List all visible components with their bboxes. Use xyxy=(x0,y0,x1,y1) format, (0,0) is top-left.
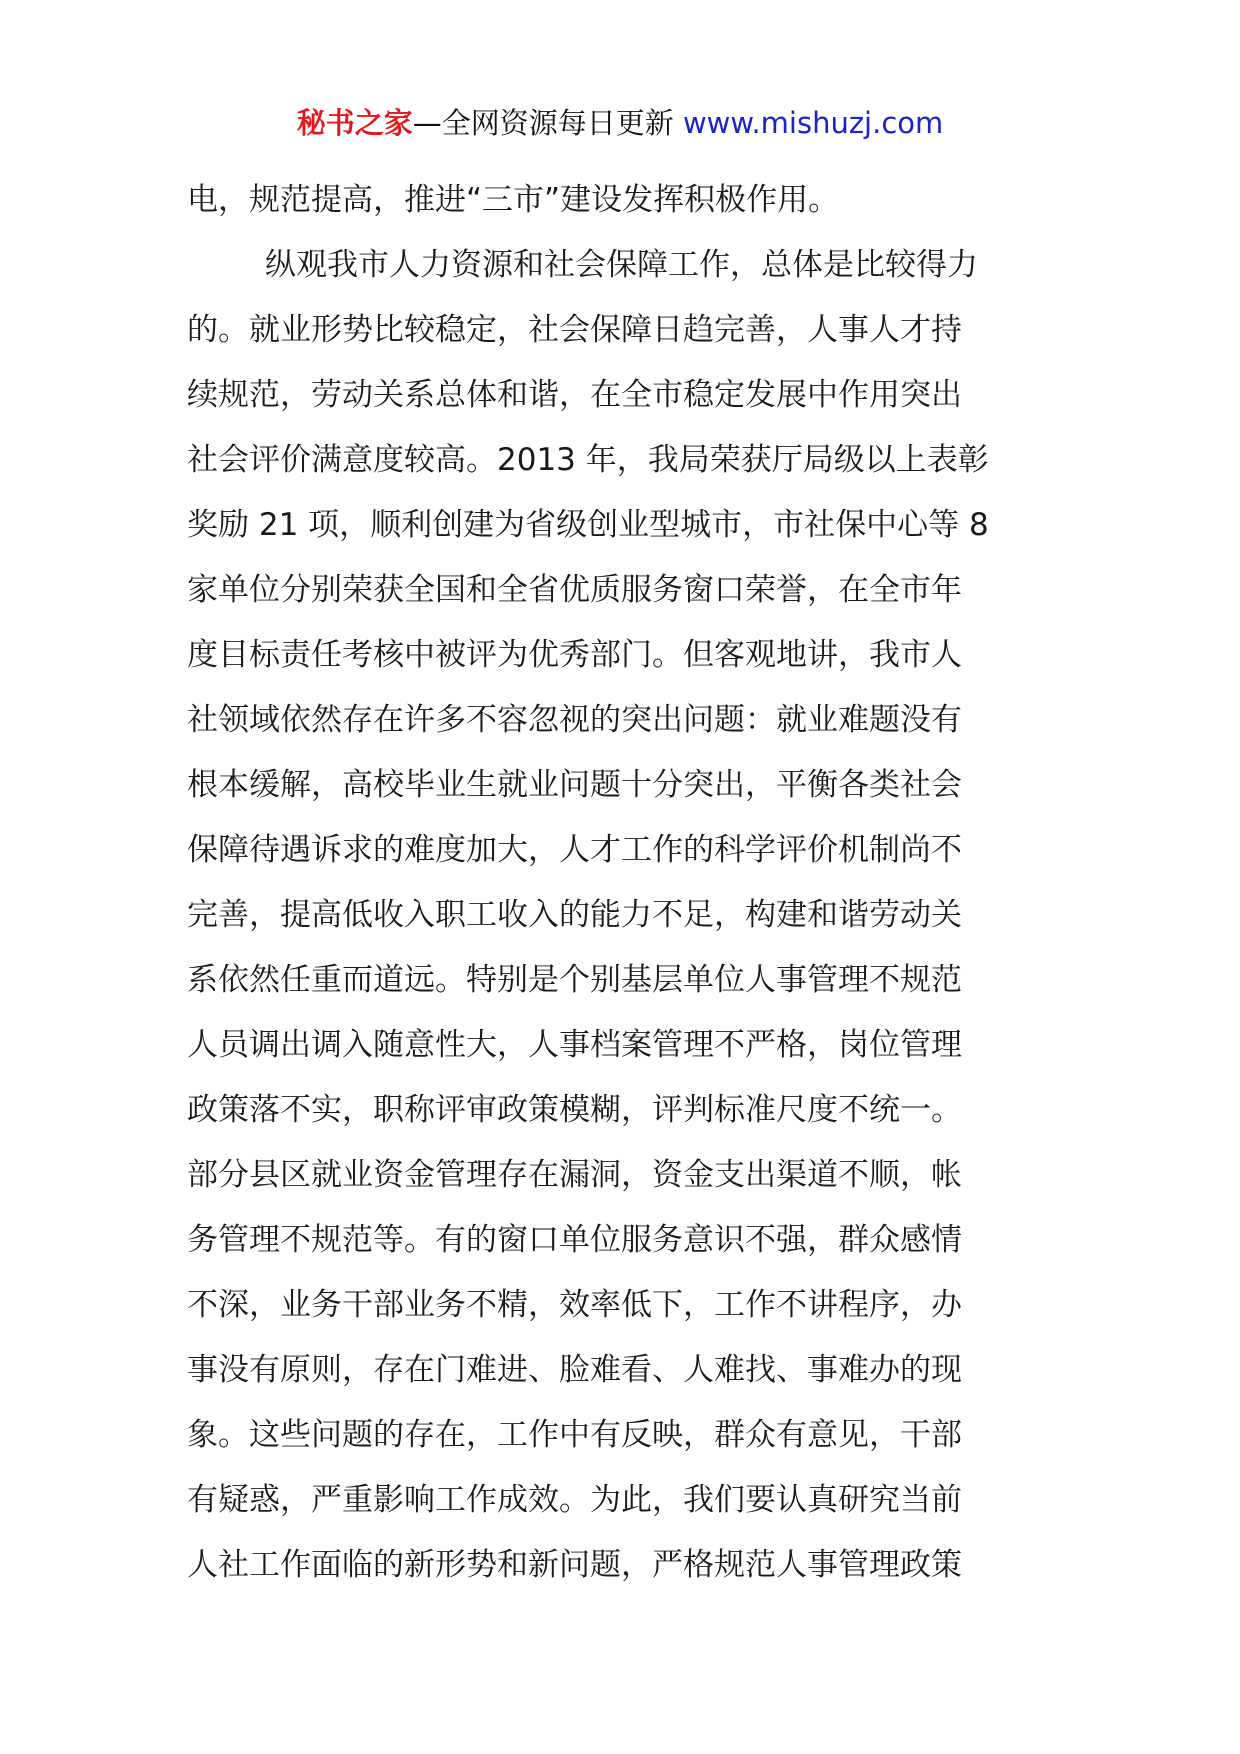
text-line: 政策落不实，职称评审政策模糊，评判标准尺度不统一。 xyxy=(187,1092,962,1128)
text-line: 象。这些问题的存在，工作中有反映，群众有意见，干部 xyxy=(187,1417,962,1453)
text-line: 完善，提高低收入职工收入的能力不足，构建和谐劳动关 xyxy=(187,897,962,933)
text-line: 度目标责任考核中被评为优秀部门。但客观地讲，我市人 xyxy=(187,637,962,673)
text-line: 保障待遇诉求的难度加大，人才工作的科学评价机制尚不 xyxy=(187,832,962,868)
text-line: 的。就业形势比较稳定，社会保障日趋完善，人事人才持 xyxy=(187,312,962,348)
brand-name: 秘书之家 xyxy=(296,106,413,140)
text-line: 系依然任重而道远。特别是个别基层单位人事管理不规范 xyxy=(187,962,962,998)
text-line: 部分县区就业资金管理存在漏洞，资金支出渠道不顺，帐 xyxy=(187,1157,962,1193)
text-line: 人员调出调入随意性大，人事档案管理不严格，岗位管理 xyxy=(187,1027,962,1063)
text-line: 电，规范提高，推进“三市”建设发挥积极作用。 xyxy=(187,182,840,218)
text-line: 事没有原则，存在门难进、脸难看、人难找、事难办的现 xyxy=(187,1352,962,1388)
site-url-link[interactable]: www.mishuzj.com xyxy=(682,106,944,140)
text-line: 人社工作面临的新形势和新问题，严格规范人事管理政策 xyxy=(187,1547,962,1583)
text-line: 根本缓解，高校毕业生就业问题十分突出，平衡各类社会 xyxy=(187,767,962,803)
text-line: 社会评价满意度较高。2013 年，我局荣获厅局级以上表彰 xyxy=(187,442,989,478)
body-text xyxy=(187,168,1057,1598)
text-line: 纵观我市人力资源和社会保障工作，总体是比较得力 xyxy=(265,247,978,283)
text-line: 续规范，劳动关系总体和谐，在全市稳定发展中作用突出 xyxy=(187,377,962,413)
header-tagline: —全网资源每日更新 xyxy=(412,106,674,140)
text-line: 有疑惑，严重影响工作成效。为此，我们要认真研究当前 xyxy=(187,1482,962,1518)
text-line: 奖励 21 项，顺利创建为省级创业型城市，市社保中心等 8 xyxy=(187,507,989,543)
text-line: 务管理不规范等。有的窗口单位服务意识不强，群众感情 xyxy=(187,1222,962,1258)
text-line: 不深，业务干部业务不精，效率低下，工作不讲程序，办 xyxy=(187,1287,962,1323)
text-line: 社领域依然存在许多不容忽视的突出问题：就业难题没有 xyxy=(187,702,962,738)
text-line: 家单位分别荣获全国和全省优质服务窗口荣誉，在全市年 xyxy=(187,572,962,608)
page-header xyxy=(0,103,1240,143)
